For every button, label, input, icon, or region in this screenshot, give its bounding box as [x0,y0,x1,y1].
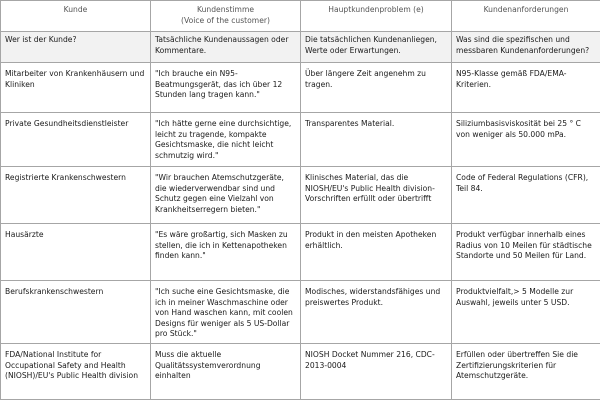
table-row [1,167,600,224]
anforderung-cell: N95-Klasse gemäß FDA/EMA-Kriterien. [452,63,600,113]
header-kundenstimme [151,1,301,32]
stimme-cell: Muss die aktuelle Qualitätssystemverordnung einhalten [151,344,301,400]
anforderung-cell: Siliziumbasisviskosität bei 25 ° C von weniger als 50.000 mPa. [452,113,600,167]
table-row [1,63,600,113]
kunde-cell: Berufskrankenschwestern [1,281,151,344]
stimme-cell: "Ich suche eine Gesichtsmaske, die ich in meiner Waschmaschine oder von Hand waschen kann, mit coolen Designs für weniger als 5 US-Dollar pro Stück." [151,281,301,344]
kunde-cell: Private Gesundheitsdienstleister [1,113,151,167]
kunde-cell: Hausärzte [1,224,151,281]
header-text: Kundenanforderungen [483,5,569,14]
problem-cell: Klinisches Material, das die NIOSH/EU's Public Health division-Vorschriften erfüllt oder übertrifft [301,167,452,224]
header-subtext: (Voice of the customer) [181,15,270,25]
table-row [1,224,600,281]
stimme-cell: "Es wäre großartig, sich Masken zu stellen, die ich in Kettenapotheken finden kann." [151,224,301,281]
header-text: Kundenstimme [196,5,255,14]
subheader-cell: Wer ist der Kunde? [1,32,151,63]
header-kunde [1,1,151,32]
problem-cell: Produkt in den meisten Apotheken erhältlich. [301,224,452,281]
header-text: Kunde [63,5,88,14]
subheader-cell: Die tatsächlichen Kundenanliegen, Werte oder Erwartungen. [301,32,452,63]
header-hauptkundenproblem [301,1,452,32]
anforderung-cell: Produktvielfalt,> 5 Modelle zur Auswahl, jeweils unter 5 USD. [452,281,600,344]
problem-cell: Über längere Zeit angenehm zu tragen. [301,63,452,113]
header-kundenanforderungen [452,1,600,32]
header-row [1,1,600,32]
subheader-row [1,32,600,63]
problem-cell: Transparentes Material. [301,113,452,167]
subheader-cell: Was sind die spezifischen und messbaren Kundenanforderungen? [452,32,600,63]
kunde-cell: Registrierte Krankenschwestern [1,167,151,224]
anforderung-cell: Produkt verfügbar innerhalb eines Radius von 10 Meilen für städtische Standorte und 50 Meilen für Land. [452,224,600,281]
anforderung-cell: Code of Federal Regulations (CFR), Teil 84. [452,167,600,224]
table-row [1,281,600,344]
table-row [1,344,600,400]
header-text: Hauptkundenproblem (e) [328,5,424,14]
stimme-cell: "Ich brauche ein N95-Beatmungsgerät, das ich über 12 Stunden lang tragen kann." [151,63,301,113]
problem-cell: NIOSH Docket Nummer 216, CDC-2013-0004 [301,344,452,400]
subheader-cell: Tatsächliche Kundenaussagen oder Kommentare. [151,32,301,63]
stimme-cell: "Wir brauchen Atemschutzgeräte, die wiederverwendbar sind und Schutz gegen eine Vielzahl von Krankheitserregern bieten." [151,167,301,224]
problem-cell: Modisches, widerstandsfähiges und preiswertes Produkt. [301,281,452,344]
anforderung-cell: Erfüllen oder übertreffen Sie die Zertifizierungskriterien für Atemschutzgeräte. [452,344,600,400]
stimme-cell: "Ich hätte gerne eine durchsichtige, leicht zu tragende, kompakte Gesichtsmaske, die nicht leicht schmutzig wird." [151,113,301,167]
kunde-cell: Mitarbeiter von Krankenhäusern und Kliniken [1,63,151,113]
table-row [1,113,600,167]
kunde-cell: FDA/National Institute for Occupational Safety and Health (NIOSH)/EU's Public Health division [1,344,151,400]
